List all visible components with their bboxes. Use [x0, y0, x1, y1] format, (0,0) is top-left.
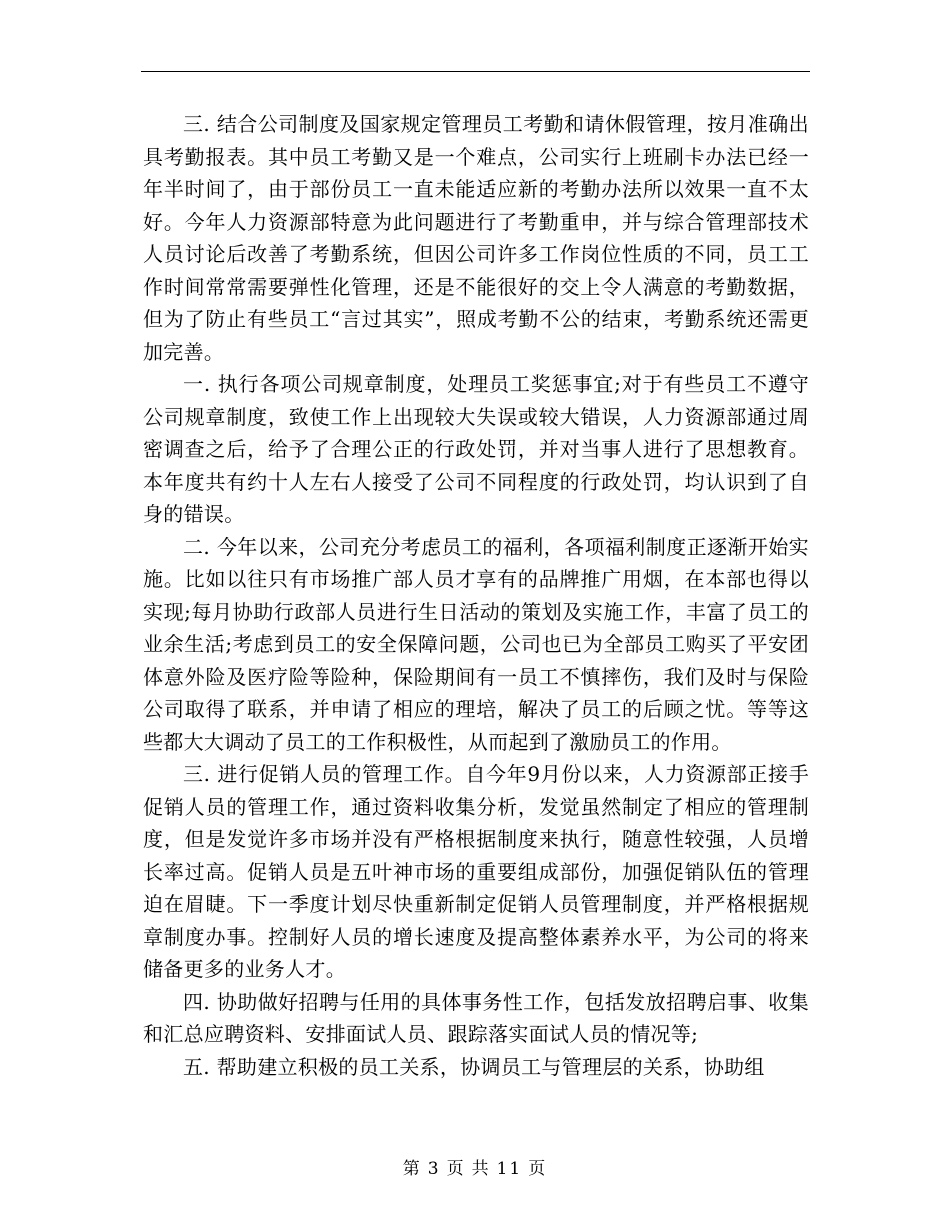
footer-prefix: 第 — [402, 1159, 422, 1179]
footer-total-pages: 11 — [496, 1159, 523, 1179]
footer-page-word: 页 — [446, 1159, 466, 1179]
header-rule — [141, 71, 810, 72]
paragraph-employee-relations: 五. 帮助建立积极的员工关系，协调员工与管理层的关系，协助组 — [183, 1054, 765, 1079]
footer-suffix: 页 — [528, 1159, 548, 1179]
paragraph-promoters: 三. 进行促销人员的管理工作。自今年9月份以来，人力资源部正接手促销人员的管理工作，通过资料收集分析，发觉虽然制定了相应的管理制度，但是发觉许多市场并没有严格根据制度来执行，随意性较强，人员增长率过高。促销人员是五叶神市场的重要组成部份，加强促销队伍的管理迫在眉睫。下一季度计划尽快重新制定促销人员管理制度，并严格根据规章制度办事。控制好人员的增长速度及提高整体素养水平，为公司的将来储备更多的业务人才。 — [143, 762, 809, 981]
paragraph-recruitment: 四. 协助做好招聘与任用的具体事务性工作，包括发放招聘启事、收集和汇总应聘资料、安排面试人员、跟踪落实面试人员的情况等; — [143, 989, 809, 1046]
page-footer — [0, 1154, 950, 1179]
footer-current-page: 3 — [427, 1159, 441, 1179]
footer-total-word: 共 — [471, 1159, 491, 1179]
paragraph-attendance: 三. 结合公司制度及国家规定管理员工考勤和请休假管理，按月准确出具考勤报表。其中员工考勤又是一个难点，公司实行上班刷卡办法已经一年半时间了，由于部份员工一直未能适应新的考勤办法所以效果一直不太好。今年人力资源部特意为此问题进行了考勤重申，并与综合管理部技术人员讨论后改善了考勤系统，但因公司许多工作岗位性质的不同，员工工作时间常常需要弹性化管理，还是不能很好的交上令人满意的考勤数据，但为了防止有些员工“言过其实”，照成考勤不公的结束，考勤系统还需更加完善。 — [143, 112, 809, 364]
paragraph-rules-discipline: 一. 执行各项公司规章制度，处理员工奖惩事宜;对于有些员工不遵守公司规章制度，致使工作上出现较大失误或较大错误，人力资源部通过周密调查之后，给予了合理公正的行政处罚，并对当事人进行了思想教育。本年度共有约十人左右人接受了公司不同程度的行政处罚，均认识到了自身的错误。 — [143, 372, 809, 526]
document-body — [143, 108, 809, 1083]
paragraph-benefits: 二. 今年以来，公司充分考虑员工的福利，各项福利制度正逐渐开始实施。比如以往只有市场推广部人员才享有的品牌推广用烟，在本部也得以实现;每月协助行政部人员进行生日活动的策划及实施工作，丰富了员工的业余生活;考虑到员工的安全保障问题，公司也已为全部员工购买了平安团体意外险及医疗险等险种，保险期间有一员工不慎摔伤，我们及时与保险公司取得了联系，并申请了相应的理培，解决了员工的后顾之忧。等等这些都大大调动了员工的工作积极性，从而起到了激励员工的作用。 — [143, 534, 809, 754]
